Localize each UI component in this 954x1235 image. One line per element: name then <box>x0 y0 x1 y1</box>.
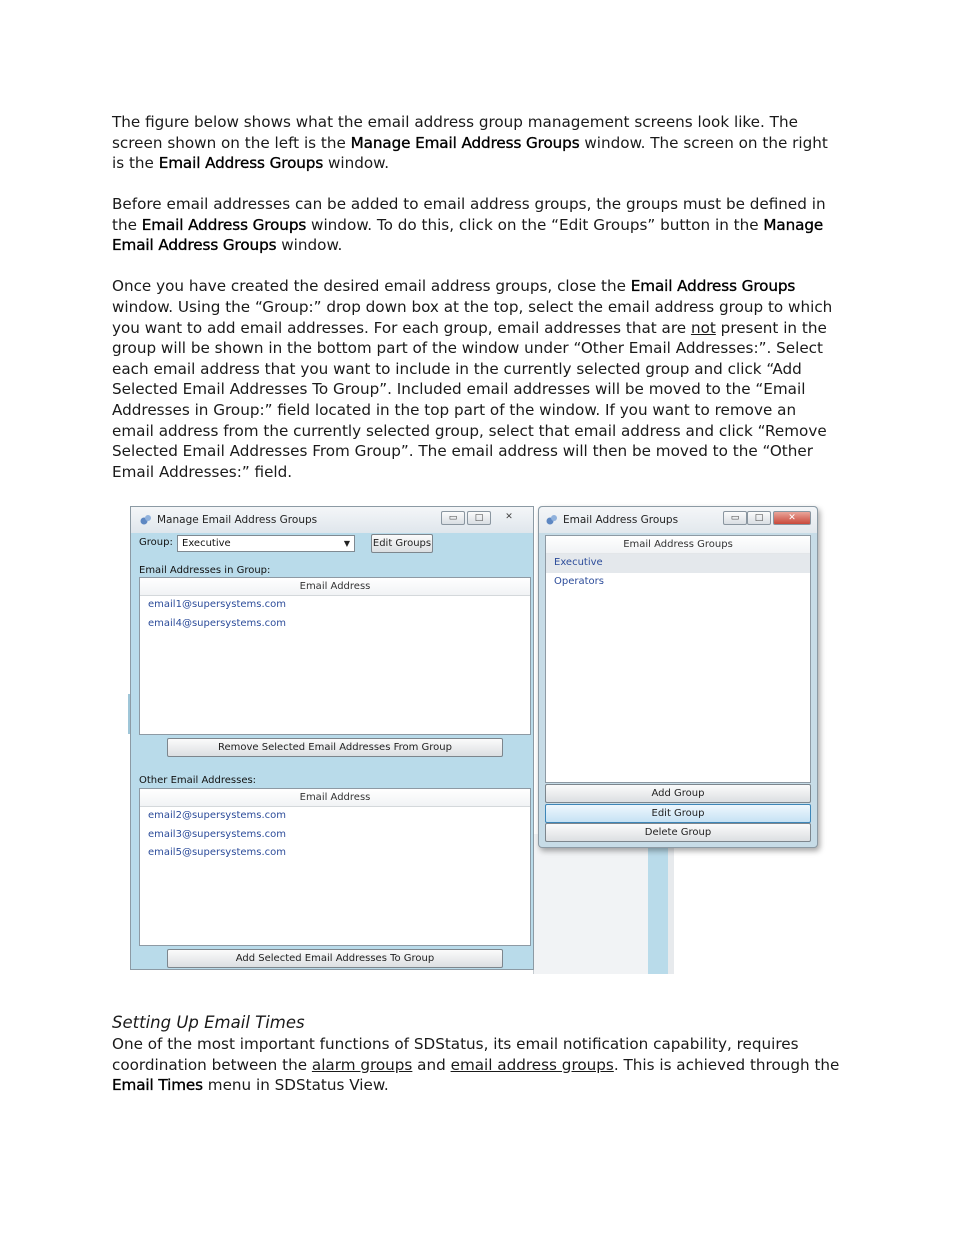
edit-group-button[interactable]: Edit Group <box>545 804 811 823</box>
text-run: Once you have created the desired email address groups, close the <box>112 277 631 296</box>
paragraph-define-groups <box>112 194 842 256</box>
maximize-icon[interactable]: □ <box>747 511 771 525</box>
text-run: The figure below shows what the email address group management screens look like. The screen shown on the left is the <box>112 113 798 152</box>
manage-window-title: Manage Email Address Groups <box>157 514 318 526</box>
groups-column-header[interactable]: Email Address Groups <box>546 536 810 554</box>
list-item[interactable]: Operators <box>554 575 604 587</box>
bold-term: Manage Email Address Groups <box>112 215 824 255</box>
text-run: and <box>412 1055 451 1074</box>
group-dropdown[interactable] <box>177 535 355 552</box>
minimize-icon[interactable]: ▭ <box>723 511 747 525</box>
email-address-groups-window <box>538 506 818 848</box>
list-item[interactable]: email5@supersystems.com <box>148 847 286 858</box>
list-item[interactable]: email4@supersystems.com <box>148 617 286 629</box>
add-group-button[interactable]: Add Group <box>545 784 811 803</box>
text-run: window. <box>276 236 343 255</box>
text-run: Before email addresses can be added to email address groups, the groups must be defined in the <box>112 195 826 234</box>
text-run: . This is achieved through the <box>613 1055 840 1074</box>
underlined-term: alarm groups <box>311 1055 413 1074</box>
document-section <box>112 1012 842 1116</box>
bold-term: Email Address Groups <box>158 154 324 173</box>
screenshot-figure <box>128 504 828 974</box>
bold-term: Email Address Groups <box>630 277 796 296</box>
bold-term: Manage Email Address Groups <box>350 133 580 152</box>
other-addresses-label: Other Email Addresses: <box>139 775 257 786</box>
bold-term: Email Times <box>112 1076 203 1095</box>
manage-email-groups-window <box>130 506 534 970</box>
minimize-icon[interactable]: ▭ <box>441 511 465 525</box>
list-item[interactable]: email3@supersystems.com <box>148 828 286 840</box>
underlined-term: not <box>690 318 716 337</box>
paragraph-email-times <box>112 1034 842 1096</box>
maximize-icon[interactable]: □ <box>467 511 491 525</box>
list-item[interactable]: Executive <box>546 554 810 573</box>
groups-window-title: Email Address Groups <box>563 514 679 526</box>
text-run: menu in SDStatus View. <box>202 1076 389 1095</box>
group-label: Group: <box>139 537 173 548</box>
app-icon <box>545 514 558 526</box>
app-icon <box>139 514 152 526</box>
list-item[interactable]: email1@supersystems.com <box>148 599 286 610</box>
other-addresses-list[interactable] <box>139 788 531 946</box>
in-group-label: Email Addresses in Group: <box>139 565 271 576</box>
paragraph-add-addresses <box>112 276 842 482</box>
underlined-term: email address groups <box>450 1055 614 1074</box>
chevron-down-icon: ▼ <box>343 539 350 548</box>
text-run: window. To do this, click on the “Edit Groups” button in the <box>306 215 764 234</box>
manage-window-titlebar[interactable] <box>131 507 533 533</box>
groups-window-titlebar[interactable] <box>539 507 817 533</box>
text-run: One of the most important functions of SDStatus, its email notification capability, requires coordination between the <box>112 1035 799 1074</box>
list-item[interactable]: email2@supersystems.com <box>148 810 286 821</box>
text-run: window. Using the “Group:” drop down box at the top, select the email address group to which you want to add email addresses. For each group, email addresses that are <box>112 297 833 337</box>
group-dropdown-value: Executive <box>182 538 231 549</box>
other-column-header[interactable]: Email Address <box>140 789 530 807</box>
text-run: window. <box>323 154 390 173</box>
close-icon[interactable]: ✕ <box>505 512 513 522</box>
section-heading: Setting Up Email Times <box>112 1013 305 1032</box>
groups-list[interactable] <box>545 535 811 783</box>
paragraph-intro <box>112 112 842 174</box>
in-group-list[interactable] <box>139 577 531 735</box>
edit-groups-button[interactable]: Edit Groups <box>371 534 433 553</box>
bold-term: Email Address Groups <box>141 215 307 234</box>
text-run: window. The screen on the right is the <box>112 133 828 173</box>
remove-selected-button[interactable]: Remove Selected Email Addresses From Group <box>167 738 503 757</box>
text-run: present in the group will be shown in the bottom part of the window under “Other Email Addresses:”. Select each email address that you want to include in the currently selected group and click “Add Selected Email Addresses To Group”. Included email addresses will be moved to the “Email Addresses in Group:” field located in the top part of the window. If you want to remove an email address from the currently selected group, select that email address and click “Remove Selected Email Addresses From Group”. The email address will then be moved to the “Other Email Addresses:” field. <box>112 318 827 481</box>
document-body <box>112 112 842 503</box>
close-icon[interactable]: ✕ <box>773 511 811 525</box>
delete-group-button[interactable]: Delete Group <box>545 823 811 842</box>
add-selected-button[interactable]: Add Selected Email Addresses To Group <box>167 949 503 968</box>
in-group-column-header[interactable]: Email Address <box>140 578 530 596</box>
